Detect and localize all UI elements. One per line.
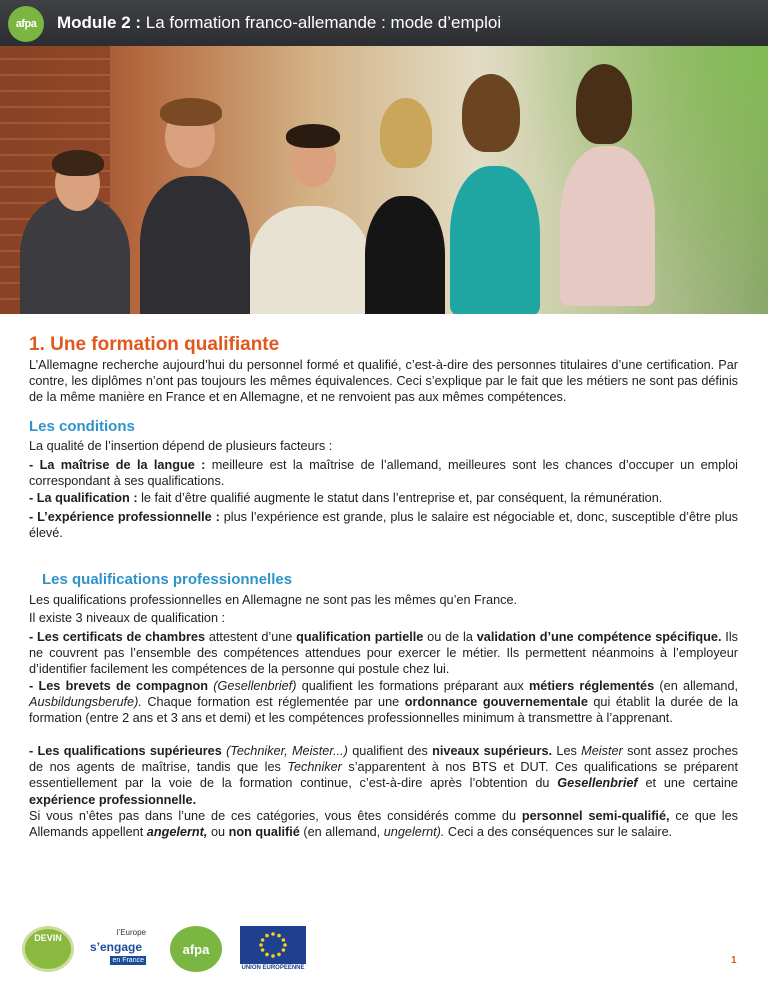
italic-run: ungelernt). <box>383 825 445 840</box>
italic-run: (Techniker, Meister...) <box>221 744 348 758</box>
condition-experience <box>29 509 738 541</box>
hair-6 <box>576 64 632 144</box>
text-run: qui établit la durée de la formation (entre 2 ans et 3 ans et demi) et les compétences professionnelles minimum à transmettre à l’apprenant. <box>29 695 739 726</box>
text-run: Ils ne couvrent pas l’ensemble des compétences attendues pour exercer le métier. Ils permettent néanmoins à l’employeur d’identifier facilement les compétences de la personne qui postule chez lui. <box>29 630 738 677</box>
hair-2 <box>160 98 222 126</box>
hair-5 <box>462 74 520 152</box>
afpa-footer-logo <box>170 926 222 972</box>
bold-run: personnel semi-qualifié, <box>521 809 670 823</box>
afpa-footer-text: afpa <box>182 941 210 957</box>
intro-paragraph: L’Allemagne recherche aujourd’hui du personnel formé et qualifié, c’est-à-dire des personnes titulaires d’une certification. Par contre, les diplômes n’ont pas toujours les mêmes équivalences. Ceci s’explique par le fait que les métiers ne sont pas définis de la même manière en France et en Allemagne, et ne renvoient pas aux mêmes compétences. <box>29 358 738 405</box>
condition-qualification <box>29 490 738 506</box>
text-run: (en allemand, <box>654 679 739 693</box>
hair-3 <box>286 124 340 148</box>
superieures-paragraph <box>29 743 738 808</box>
person-2 <box>140 176 250 314</box>
person-1 <box>20 196 130 314</box>
person-3 <box>250 206 370 314</box>
brevets-paragraph <box>29 678 738 727</box>
europe-sengage-logo <box>90 926 146 966</box>
condition-langue-text: meilleure est la maîtrise de l’allemand, meilleures sont les chances d’occuper un emploi correspondant à ses qualifications. <box>29 458 739 489</box>
afpa-logo <box>8 6 44 42</box>
bold-italic-run: Gesellenbrief <box>557 776 638 791</box>
europe-text-3: en France <box>112 957 144 964</box>
devin-logo <box>22 926 74 972</box>
europe-text-1: l’Europe <box>116 928 146 937</box>
condition-experience-text: plus l’expérience est grande, plus le salaire est négociable et, donc, susceptible d’être plus élevé. <box>29 510 739 541</box>
certificats-paragraph <box>29 629 738 678</box>
bold-run: non qualifié <box>228 825 300 840</box>
text-run: Les <box>552 744 582 758</box>
text-run: sont assez proches de nos agents de maîtrise, tandis que les <box>29 744 738 775</box>
section-title-qualifications: Les qualifications professionnelles <box>42 571 293 588</box>
italic-run: Ausbildungsberufe). <box>29 695 142 710</box>
qualifications-intro-1: Les qualifications professionnelles en Allemagne ne sont pas les mêmes qu’en France. <box>29 593 518 607</box>
semi-qualifie-paragraph <box>29 808 738 840</box>
hair-4 <box>380 98 432 168</box>
logo-text: afpa <box>15 18 37 30</box>
text-run: qualifient des <box>347 744 433 758</box>
condition-experience-label: - L’expérience professionnelle : <box>29 510 220 524</box>
text-run: Ceci a des conséquences sur le salaire. <box>444 825 673 840</box>
europe-text-2: s’engage <box>90 940 143 954</box>
hair-1 <box>52 150 104 176</box>
page-number: 1 <box>731 955 737 966</box>
text-run: et une certaine <box>637 776 738 791</box>
page-header <box>0 0 768 46</box>
bold-run: expérience professionnelle. <box>29 792 197 807</box>
brevets-label: - Les brevets de compagnon <box>29 679 208 693</box>
bold-run: métiers réglementés <box>529 679 655 693</box>
bold-italic-run: angelernt, <box>146 825 208 840</box>
eu-flag-icon <box>240 926 306 964</box>
bold-run: niveaux supérieurs. <box>432 744 553 758</box>
text-run: ce que les Allemands appellent <box>29 809 738 840</box>
eu-label: UNION EUROPEENNE <box>241 965 305 971</box>
text-run: s’apparentent à nos BTS et DUT. Ces qualifications se préparent essentiellement par la voie de la formation continue, c’est-à-dire après l’obtention du <box>29 760 738 791</box>
text-run: attestent d’une <box>205 630 297 644</box>
module-title: La formation franco-allemande : mode d’emploi <box>145 13 502 32</box>
person-6 <box>560 146 655 306</box>
condition-qualification-text: le fait d’être qualifié augmente le statut dans l’entreprise et, par conséquent, la rémunération. <box>137 491 663 505</box>
qualifications-intro-2: Il existe 3 niveaux de qualification : <box>29 611 226 625</box>
italic-run: Meister <box>581 744 623 758</box>
module-label: Module 2 : <box>57 13 142 32</box>
hero-photo <box>0 46 768 314</box>
condition-langue <box>29 457 738 489</box>
conditions-intro: La qualité de l’insertion dépend de plusieurs facteurs : <box>29 439 333 453</box>
section-title-formation: 1. Une formation qualifiante <box>29 334 280 355</box>
text-run: Si vous n’êtes pas dans l’une de ces catégories, vous êtes considérés comme du <box>29 809 522 823</box>
italic-run: Techniker <box>287 760 342 775</box>
certificats-label: - Les certificats de chambres <box>29 630 206 644</box>
text-run: qualifient les formations préparant aux <box>296 679 529 693</box>
eu-flag-logo <box>240 926 306 972</box>
section-title-conditions: Les conditions <box>29 418 135 435</box>
text-run: Chaque formation est réglementée par une <box>141 695 405 710</box>
devin-text: DEVIN <box>34 933 62 943</box>
text-run: ou de la <box>423 630 477 644</box>
bold-run: ordonnance gouvernementale <box>404 695 588 710</box>
text-run: ou <box>207 825 229 840</box>
bold-run: validation d’une compétence spécifique. <box>476 630 722 644</box>
text-run: (en allemand, <box>299 825 384 840</box>
bold-run: qualification partielle <box>296 630 424 644</box>
eu-stars-icon <box>240 926 306 964</box>
condition-langue-label: - La maîtrise de la langue : <box>29 458 206 472</box>
person-4 <box>365 196 445 314</box>
header-title <box>57 13 501 33</box>
superieures-label: - Les qualifications supérieures <box>29 744 222 758</box>
italic-run: (Gesellenbrief) <box>207 679 297 693</box>
person-5 <box>450 166 540 314</box>
condition-qualification-label: - La qualification : <box>29 491 138 505</box>
